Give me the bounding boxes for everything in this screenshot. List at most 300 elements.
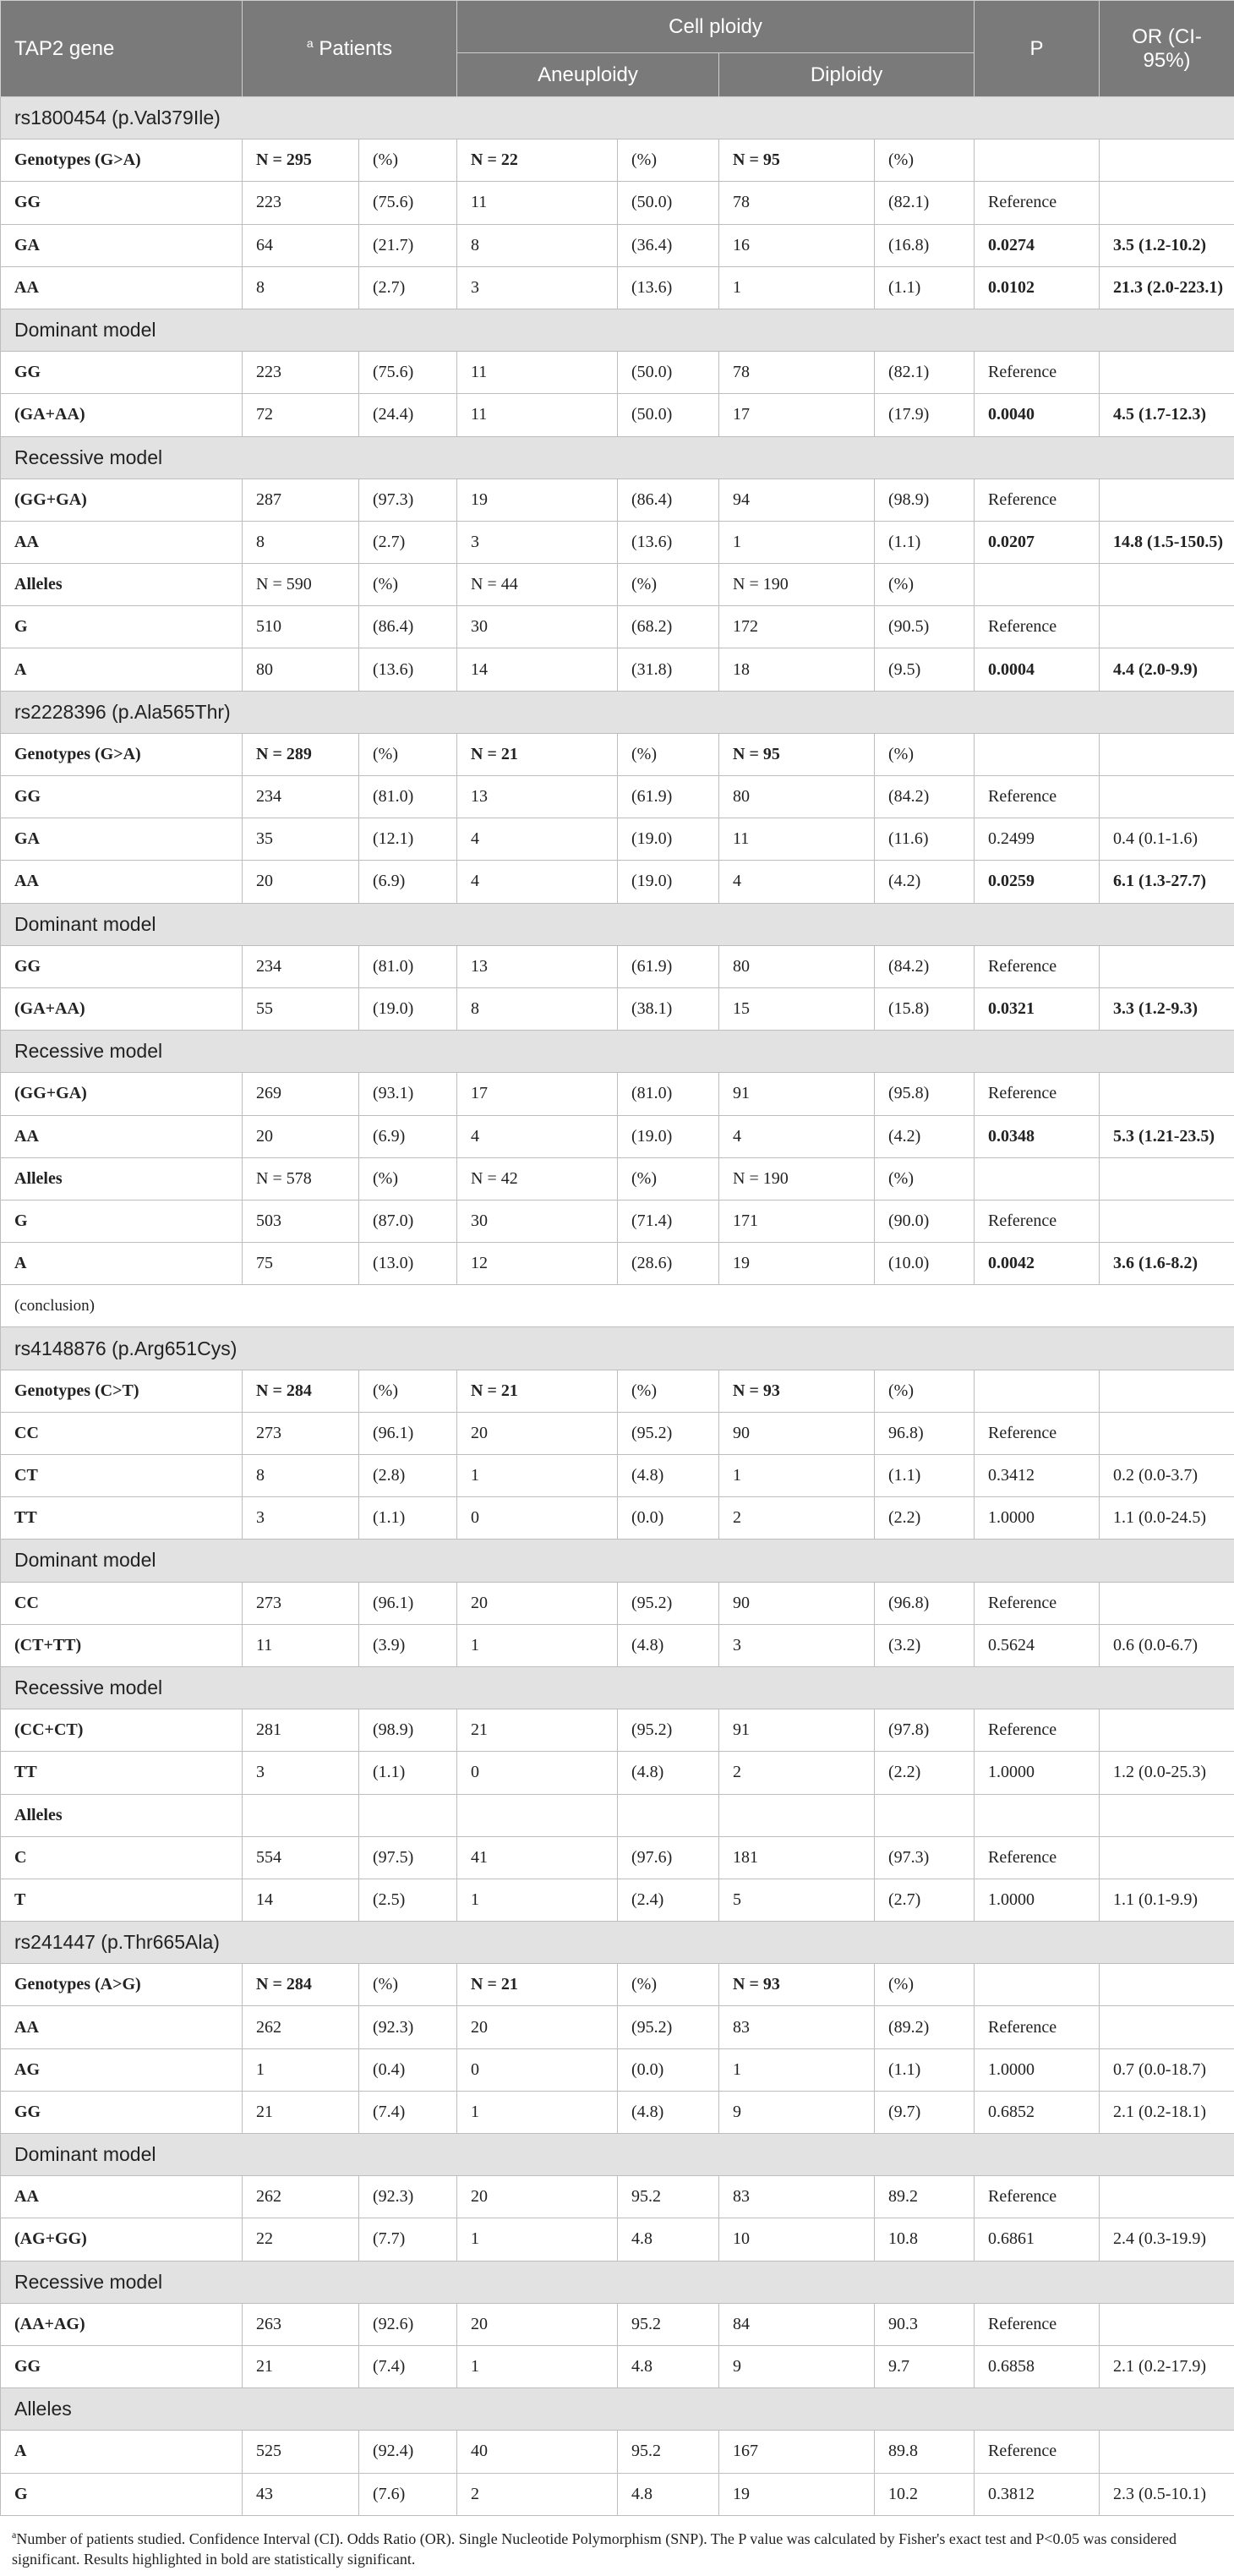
- table-cell: 8: [457, 987, 618, 1030]
- table-cell: (CC+CT): [1, 1709, 243, 1752]
- table-cell: 2.1 (0.2-18.1): [1100, 2091, 1234, 2133]
- table-cell: 90: [719, 1582, 875, 1624]
- table-cell: N = 21: [457, 1964, 618, 2006]
- section-row: [1, 2261, 1234, 2303]
- table-cell: AA: [1, 521, 243, 563]
- table-cell: (19.0): [618, 818, 719, 861]
- table-cell: [1100, 139, 1234, 182]
- table-cell: (%): [875, 1370, 975, 1412]
- table-cell: (97.8): [875, 1709, 975, 1752]
- table-cell: (89.2): [875, 2006, 975, 2048]
- table-cell: GG: [1, 2091, 243, 2133]
- table-cell: Alleles: [1, 564, 243, 606]
- table-cell: 11: [457, 182, 618, 224]
- table-cell: AA: [1, 861, 243, 903]
- table-cell: 0.0040: [975, 394, 1100, 436]
- table-cell: Reference: [975, 1836, 1100, 1879]
- section-row: [1, 2134, 1234, 2176]
- table-cell: 0.3412: [975, 1455, 1100, 1497]
- table-cell: (%): [875, 733, 975, 775]
- table-cell: 11: [719, 818, 875, 861]
- table-cell: N = 190: [719, 564, 875, 606]
- table-cell: 75: [243, 1243, 359, 1285]
- table-cell: 96.8): [875, 1412, 975, 1454]
- table-cell: 9: [719, 2345, 875, 2387]
- table-cell: (%): [875, 1964, 975, 2006]
- alleles-header-row: [1, 564, 1234, 606]
- table-cell: (28.6): [618, 1243, 719, 1285]
- table-cell: 2: [457, 2473, 618, 2515]
- genotype-header-row: [1, 139, 1234, 182]
- table-cell: [457, 1794, 618, 1836]
- table-cell: N = 95: [719, 139, 875, 182]
- table-cell: 80: [243, 648, 359, 691]
- table-cell: Alleles: [1, 1157, 243, 1200]
- table-row: [1, 987, 1234, 1030]
- table-cell: 3.6 (1.6-8.2): [1100, 1243, 1234, 1285]
- table-cell: (38.1): [618, 987, 719, 1030]
- table-cell: TT: [1, 1497, 243, 1540]
- table-cell: (36.4): [618, 224, 719, 266]
- table-cell: (3.9): [359, 1624, 457, 1666]
- table-cell: 2.1 (0.2-17.9): [1100, 2345, 1234, 2387]
- table-cell: 8: [243, 1455, 359, 1497]
- table-cell: Reference: [975, 352, 1100, 394]
- genotype-header-row: [1, 1370, 1234, 1412]
- table-cell: 90: [719, 1412, 875, 1454]
- table-cell: 72: [243, 394, 359, 436]
- table-cell: [1100, 2431, 1234, 2473]
- table-cell: (82.1): [875, 352, 975, 394]
- table-cell: 10.2: [875, 2473, 975, 2515]
- table-cell: N = 284: [243, 1964, 359, 2006]
- table-cell: (95.2): [618, 2006, 719, 2048]
- table-cell: [975, 1157, 1100, 1200]
- table-cell: (%): [618, 1370, 719, 1412]
- table-cell: (GA+AA): [1, 394, 243, 436]
- table-cell: 43: [243, 2473, 359, 2515]
- table-cell: 95.2: [618, 2431, 719, 2473]
- table-cell: AA: [1, 266, 243, 309]
- table-cell: (90.5): [875, 606, 975, 648]
- table-row: [1, 266, 1234, 309]
- table-row: [1, 479, 1234, 521]
- table-cell: CC: [1, 1412, 243, 1454]
- table-cell: (4.8): [618, 2091, 719, 2133]
- table-row: [1, 352, 1234, 394]
- table-cell: (1.1): [875, 266, 975, 309]
- table-cell: (0.0): [618, 2048, 719, 2091]
- table-cell: (50.0): [618, 352, 719, 394]
- table-cell: 14: [457, 648, 618, 691]
- table-cell: (15.8): [875, 987, 975, 1030]
- table-row: [1, 2091, 1234, 2133]
- table-cell: 0.6 (0.0-6.7): [1100, 1624, 1234, 1666]
- section-label: Dominant model: [1, 903, 1234, 945]
- table-cell: 273: [243, 1582, 359, 1624]
- table-cell: (AA+AG): [1, 2303, 243, 2345]
- table-cell: [1100, 1412, 1234, 1454]
- table-cell: N = 95: [719, 733, 875, 775]
- table-cell: [1100, 1200, 1234, 1242]
- table-cell: 11: [457, 352, 618, 394]
- table-cell: (GG+GA): [1, 479, 243, 521]
- table-cell: 1: [457, 2345, 618, 2387]
- table-cell: (61.9): [618, 945, 719, 987]
- table-cell: [1100, 1794, 1234, 1836]
- section-label: Recessive model: [1, 1031, 1234, 1073]
- table-cell: 20: [243, 1115, 359, 1157]
- table-cell: 525: [243, 2431, 359, 2473]
- table-cell: (%): [359, 733, 457, 775]
- table-cell: (%): [618, 564, 719, 606]
- table-footnote: $^a$Number of patients studied. Confidence Interval (CI). Odds Ratio (OR). Single Nucleotide Polymorphism (SNP). The P value was calculated by Fisher's exact test and P<0.05 was considered significant. Results highlighted in bold are statistically significant.: [12, 2528, 1177, 2568]
- header-gene: TAP2 gene: [1, 1, 243, 97]
- table-cell: 1.1 (0.1-9.9): [1100, 1879, 1234, 1921]
- table-row: [1, 606, 1234, 648]
- table-cell: GG: [1, 2345, 243, 2387]
- table-cell: (84.2): [875, 945, 975, 987]
- table-cell: 95.2: [618, 2303, 719, 2345]
- table-cell: (2.2): [875, 1752, 975, 1794]
- table-cell: 11: [457, 394, 618, 436]
- table-cell: CT: [1, 1455, 243, 1497]
- table-cell: [975, 733, 1100, 775]
- table-cell: Reference: [975, 1200, 1100, 1242]
- table-cell: 1: [719, 266, 875, 309]
- table-cell: (%): [359, 1370, 457, 1412]
- table-cell: 4: [457, 1115, 618, 1157]
- table-cell: 1: [457, 2091, 618, 2133]
- table-cell: (11.6): [875, 818, 975, 861]
- section-row: [1, 691, 1234, 733]
- table-cell: 20: [457, 2303, 618, 2345]
- table-cell: (75.6): [359, 352, 457, 394]
- table-cell: (96.8): [875, 1582, 975, 1624]
- table-cell: [1100, 1073, 1234, 1115]
- table-cell: 15: [719, 987, 875, 1030]
- table-cell: 172: [719, 606, 875, 648]
- table-cell: 12: [457, 1243, 618, 1285]
- table-cell: 223: [243, 352, 359, 394]
- table-cell: 234: [243, 776, 359, 818]
- table-row: [1, 818, 1234, 861]
- table-cell: 8: [243, 266, 359, 309]
- table-cell: Alleles: [1, 1794, 243, 1836]
- table-cell: 0.0259: [975, 861, 1100, 903]
- table-cell: Reference: [975, 2303, 1100, 2345]
- section-label: Recessive model: [1, 1666, 1234, 1709]
- table-cell: [719, 1794, 875, 1836]
- table-cell: 0.4 (0.1-1.6): [1100, 818, 1234, 861]
- table-cell: 4: [719, 1115, 875, 1157]
- table-cell: 91: [719, 1709, 875, 1752]
- table-cell: 1: [457, 1455, 618, 1497]
- table-cell: (0.0): [618, 1497, 719, 1540]
- table-row: [1, 1200, 1234, 1242]
- table-cell: (93.1): [359, 1073, 457, 1115]
- table-cell: 5: [719, 1879, 875, 1921]
- table-cell: GG: [1, 182, 243, 224]
- table-cell: 0.0042: [975, 1243, 1100, 1285]
- table-cell: G: [1, 2473, 243, 2515]
- table-row: [1, 182, 1234, 224]
- table-cell: Reference: [975, 606, 1100, 648]
- section-label: Recessive model: [1, 2261, 1234, 2303]
- table-cell: 78: [719, 182, 875, 224]
- table-cell: [1100, 182, 1234, 224]
- table-cell: [1100, 606, 1234, 648]
- section-label: rs241447 (p.Thr665Ala): [1, 1922, 1234, 1964]
- table-cell: [1100, 1709, 1234, 1752]
- continuation-label: (conclusion): [1, 1285, 1234, 1327]
- table-cell: 1: [457, 1879, 618, 1921]
- table-cell: [1100, 1157, 1234, 1200]
- table-cell: (13.6): [618, 266, 719, 309]
- table-cell: (2.5): [359, 1879, 457, 1921]
- table-cell: (%): [618, 733, 719, 775]
- table-cell: 269: [243, 1073, 359, 1115]
- table-cell: (GA+AA): [1, 987, 243, 1030]
- table-cell: 9.7: [875, 2345, 975, 2387]
- table-cell: (6.9): [359, 1115, 457, 1157]
- table-cell: 0.5624: [975, 1624, 1100, 1666]
- table-cell: 41: [457, 1836, 618, 1879]
- table-cell: N = 93: [719, 1370, 875, 1412]
- table-cell: Reference: [975, 1582, 1100, 1624]
- continuation-row: [1, 1285, 1234, 1327]
- section-row: [1, 1327, 1234, 1370]
- table-cell: 3: [243, 1497, 359, 1540]
- table-cell: 4.8: [618, 2473, 719, 2515]
- section-row: [1, 309, 1234, 351]
- table-cell: TT: [1, 1752, 243, 1794]
- section-label: Dominant model: [1, 309, 1234, 351]
- header-cell-ploidy: Cell ploidy: [457, 1, 975, 53]
- table-cell: 13: [457, 776, 618, 818]
- table-row: [1, 1497, 1234, 1540]
- table-cell: (%): [359, 1157, 457, 1200]
- table-cell: (9.7): [875, 2091, 975, 2133]
- table-cell: N = 42: [457, 1157, 618, 1200]
- table-cell: 3: [719, 1624, 875, 1666]
- table-cell: 2.3 (0.5-10.1): [1100, 2473, 1234, 2515]
- table-cell: 21: [243, 2091, 359, 2133]
- table-cell: (95.2): [618, 1709, 719, 1752]
- table-cell: (13.6): [359, 648, 457, 691]
- table-cell: 0.6858: [975, 2345, 1100, 2387]
- table-cell: 0.0102: [975, 266, 1100, 309]
- section-label: rs4148876 (p.Arg651Cys): [1, 1327, 1234, 1370]
- table-cell: (2.4): [618, 1879, 719, 1921]
- table-cell: [1100, 479, 1234, 521]
- table-row: [1, 2345, 1234, 2387]
- table-cell: 22: [243, 2218, 359, 2261]
- table-cell: (4.8): [618, 1624, 719, 1666]
- table-cell: N = 578: [243, 1157, 359, 1200]
- table-cell: 21.3 (2.0-223.1): [1100, 266, 1234, 309]
- table-cell: A: [1, 648, 243, 691]
- table-cell: 281: [243, 1709, 359, 1752]
- table-cell: 1.0000: [975, 2048, 1100, 2091]
- section-label: Alleles: [1, 2388, 1234, 2431]
- table-cell: (90.0): [875, 1200, 975, 1242]
- table-cell: (9.5): [875, 648, 975, 691]
- table-row: [1, 1412, 1234, 1454]
- table-cell: N = 284: [243, 1370, 359, 1412]
- table-cell: 273: [243, 1412, 359, 1454]
- table-cell: 554: [243, 1836, 359, 1879]
- table-cell: G: [1, 1200, 243, 1242]
- table-cell: (2.8): [359, 1455, 457, 1497]
- table-cell: (10.0): [875, 1243, 975, 1285]
- section-label: Dominant model: [1, 2134, 1234, 2176]
- table-cell: (96.1): [359, 1412, 457, 1454]
- table-cell: 3: [457, 266, 618, 309]
- table-cell: N = 190: [719, 1157, 875, 1200]
- table-cell: 91: [719, 1073, 875, 1115]
- table-cell: 223: [243, 182, 359, 224]
- table-cell: 20: [243, 861, 359, 903]
- table-cell: (50.0): [618, 182, 719, 224]
- table-cell: 94: [719, 479, 875, 521]
- table-cell: 503: [243, 1200, 359, 1242]
- table-cell: [1100, 2176, 1234, 2218]
- table-row: [1, 394, 1234, 436]
- table-row: [1, 1455, 1234, 1497]
- table-cell: 287: [243, 479, 359, 521]
- table-cell: (92.3): [359, 2176, 457, 2218]
- table-cell: (%): [359, 564, 457, 606]
- table-cell: 4.8: [618, 2218, 719, 2261]
- table-cell: 1: [719, 521, 875, 563]
- table-cell: (1.1): [875, 521, 975, 563]
- section-row: [1, 1540, 1234, 1582]
- table-cell: 4: [457, 861, 618, 903]
- table-cell: (96.1): [359, 1582, 457, 1624]
- table-cell: 10: [719, 2218, 875, 2261]
- table-cell: [1100, 1370, 1234, 1412]
- table-cell: 234: [243, 945, 359, 987]
- table-cell: 4: [457, 818, 618, 861]
- table-cell: 40: [457, 2431, 618, 2473]
- table-cell: (75.6): [359, 182, 457, 224]
- table-cell: 14.8 (1.5-150.5): [1100, 521, 1234, 563]
- table-cell: (4.2): [875, 861, 975, 903]
- table-cell: (16.8): [875, 224, 975, 266]
- table-cell: (GG+GA): [1, 1073, 243, 1115]
- table-cell: (68.2): [618, 606, 719, 648]
- table-cell: 1: [243, 2048, 359, 2091]
- table-cell: 0: [457, 1752, 618, 1794]
- table-cell: (17.9): [875, 394, 975, 436]
- table-cell: 0.0321: [975, 987, 1100, 1030]
- table-cell: 5.3 (1.21-23.5): [1100, 1115, 1234, 1157]
- alleles-header-row: [1, 1794, 1234, 1836]
- table-cell: N = 21: [457, 1370, 618, 1412]
- table-body: [1, 97, 1234, 2516]
- section-row: [1, 2388, 1234, 2431]
- table-cell: 0.2499: [975, 818, 1100, 861]
- table-cell: (%): [618, 1964, 719, 2006]
- section-label: rs1800454 (p.Val379Ile): [1, 97, 1234, 139]
- table-cell: [1100, 352, 1234, 394]
- table-cell: (2.7): [359, 266, 457, 309]
- table-cell: 89.2: [875, 2176, 975, 2218]
- table-cell: (81.0): [359, 776, 457, 818]
- table-cell: (61.9): [618, 776, 719, 818]
- table-row: [1, 776, 1234, 818]
- table-cell: A: [1, 1243, 243, 1285]
- table-cell: (7.4): [359, 2091, 457, 2133]
- table-cell: CC: [1, 1582, 243, 1624]
- table-cell: 16: [719, 224, 875, 266]
- table-cell: 83: [719, 2006, 875, 2048]
- table-row: [1, 2303, 1234, 2345]
- table-cell: Reference: [975, 1412, 1100, 1454]
- table-cell: N = 590: [243, 564, 359, 606]
- table-cell: (%): [618, 139, 719, 182]
- table-cell: (4.8): [618, 1752, 719, 1794]
- table-cell: 0: [457, 1497, 618, 1540]
- table-cell: [1100, 2303, 1234, 2345]
- table-row: [1, 945, 1234, 987]
- table-cell: 1.0000: [975, 1497, 1100, 1540]
- table-cell: (97.6): [618, 1836, 719, 1879]
- genotype-header-row: [1, 1964, 1234, 2006]
- table-row: [1, 1709, 1234, 1752]
- table-cell: 3: [243, 1752, 359, 1794]
- section-row: [1, 1666, 1234, 1709]
- table-cell: (%): [875, 564, 975, 606]
- table-cell: N = 295: [243, 139, 359, 182]
- section-row: [1, 1922, 1234, 1964]
- table-cell: 3.3 (1.2-9.3): [1100, 987, 1234, 1030]
- table-cell: 13: [457, 945, 618, 987]
- table-row: [1, 2176, 1234, 2218]
- table-cell: GG: [1, 945, 243, 987]
- table-cell: (50.0): [618, 394, 719, 436]
- table-cell: N = 289: [243, 733, 359, 775]
- table-cell: (2.7): [359, 521, 457, 563]
- table-cell: (19.0): [359, 987, 457, 1030]
- table-cell: 1: [719, 1455, 875, 1497]
- table-cell: (98.9): [875, 479, 975, 521]
- table-cell: N = 22: [457, 139, 618, 182]
- table-cell: (6.9): [359, 861, 457, 903]
- section-row: [1, 97, 1234, 139]
- table-row: [1, 1073, 1234, 1115]
- table-row: [1, 861, 1234, 903]
- table-row: [1, 1879, 1234, 1921]
- table-cell: 80: [719, 945, 875, 987]
- section-row: [1, 436, 1234, 479]
- table-cell: 0.0004: [975, 648, 1100, 691]
- section-row: [1, 903, 1234, 945]
- table-row: [1, 1624, 1234, 1666]
- table-cell: T: [1, 1879, 243, 1921]
- table-cell: Genotypes (A>G): [1, 1964, 243, 2006]
- table-cell: 6.1 (1.3-27.7): [1100, 861, 1234, 903]
- table-cell: (%): [359, 139, 457, 182]
- table-cell: 0.6861: [975, 2218, 1100, 2261]
- header-aneuploidy: Aneuploidy: [457, 53, 719, 97]
- table-cell: (%): [359, 1964, 457, 2006]
- table-cell: 17: [719, 394, 875, 436]
- table-cell: [1100, 1836, 1234, 1879]
- table-cell: (4.8): [618, 1455, 719, 1497]
- table-cell: 35: [243, 818, 359, 861]
